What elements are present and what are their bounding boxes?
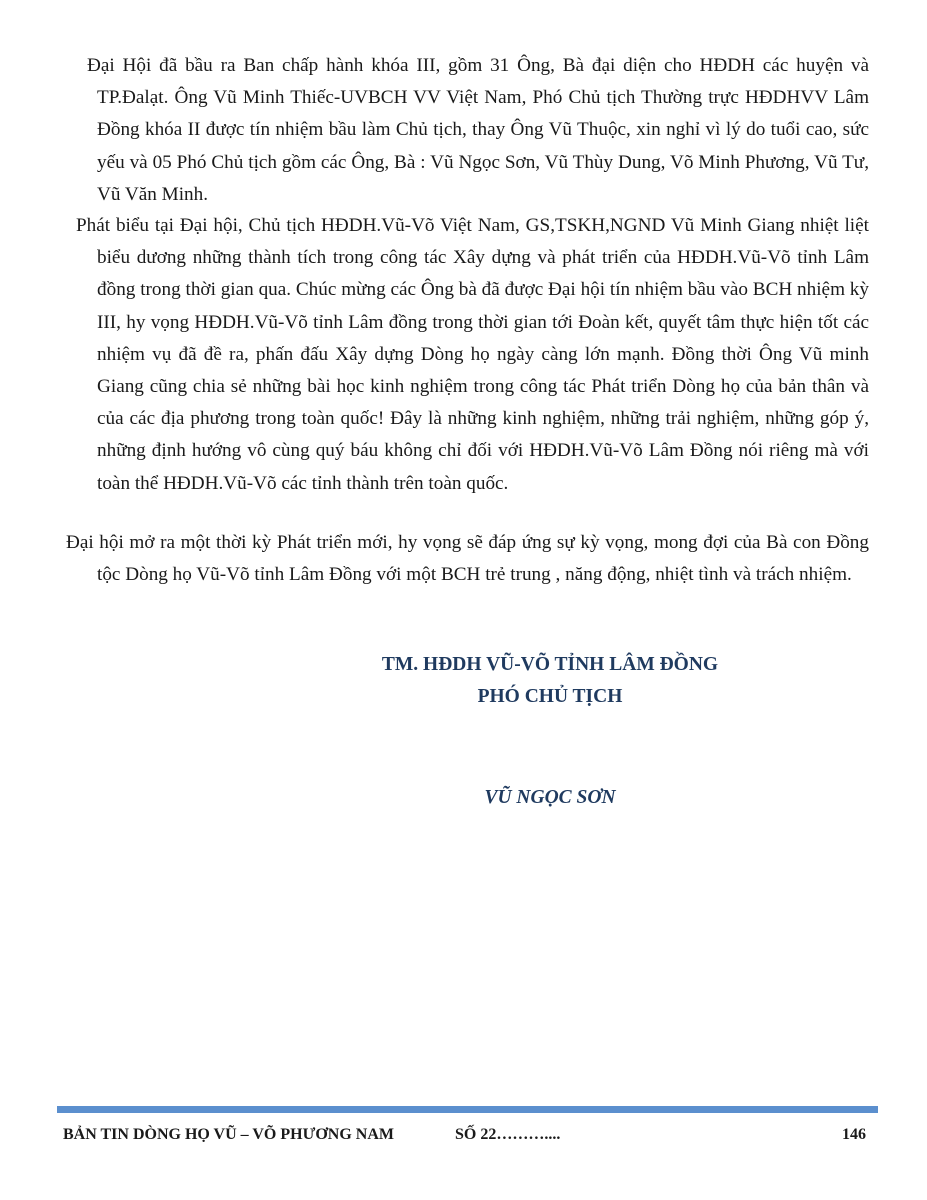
footer-issue-number: SỐ 22……….... xyxy=(455,1126,561,1143)
paragraph-election-results: Đại Hội đã bầu ra Ban chấp hành khóa III, gồm 31 Ông, Bà đại diện cho HĐDH các huyện và TP.Đalạt. Ông Vũ Minh Thiếc-UVBCH VV Việt Nam, Phó Chủ tịch Thường trực HĐDHVV Lâm Đồng khóa II được tín nhiệm bầu làm Chủ tịch, thay Ông Vũ Thuộc, xin nghỉ vì lý do tuổi cao, sức yếu và 05 Phó Chủ tịch gồm các Ông, Bà : Vũ Ngọc Sơn, Vũ Thùy Dung, Võ Minh Phương, Vũ Tư, Vũ Văn Minh. xyxy=(87,55,869,205)
paragraph-conclusion: Đại hội mở ra một thời kỳ Phát triển mới, hy vọng sẽ đáp ứng sự kỳ vọng, mong đợi của Bà con Đồng tộc Dòng họ Vũ-Võ tỉnh Lâm Đồng với một BCH trẻ trung , năng động, nhiệt tình và trách nhiệm. xyxy=(66,532,869,586)
signature-name: VŨ NGỌC SƠN xyxy=(484,787,616,808)
footer-divider xyxy=(57,1106,878,1113)
footer-page-number: 146 xyxy=(842,1126,866,1143)
signature-role: PHÓ CHỦ TỊCH xyxy=(477,686,623,707)
footer-publication-title: BẢN TIN DÒNG HỌ VŨ – VÕ PHƯƠNG NAM xyxy=(63,1126,394,1143)
paragraph-chairman-speech: Phát biểu tại Đại hội, Chủ tịch HĐDH.Vũ-Võ Việt Nam, GS,TSKH,NGND Vũ Minh Giang nhiệt liệt biểu dương những thành tích trong công tác Xây dựng và phát triển của HĐDH.Vũ-Võ tỉnh Lâm đồng trong thời gian qua. Chúc mừng các Ông bà đã được Đại hội tín nhiệm bầu vào BCH nhiệm kỳ III, hy vọng HĐDH.Vũ-Võ tỉnh Lâm đồng trong thời gian tới Đoàn kết, quyết tâm thực hiện tốt các nhiệm vụ đã đề ra, phấn đấu Xây dựng Dòng họ ngày càng lớn mạnh. Đồng thời Ông Vũ minh Giang cũng chia sẻ những bài học kinh nghiệm trong công tác Phát triển Dòng họ của bản thân và của các địa phương trong toàn quốc! Đây là những kinh nghiệm, những trải nghiệm, những góp ý, những định hướng vô cùng quý báu không chỉ đối với HĐDH.Vũ-Võ Lâm Đồng nói riêng mà với toàn thể HĐDH.Vũ-Võ các tỉnh thành trên toàn quốc. xyxy=(76,215,869,494)
signature-organization: TM. HĐDH VŨ-VÕ TỈNH LÂM ĐỒNG xyxy=(381,654,719,675)
